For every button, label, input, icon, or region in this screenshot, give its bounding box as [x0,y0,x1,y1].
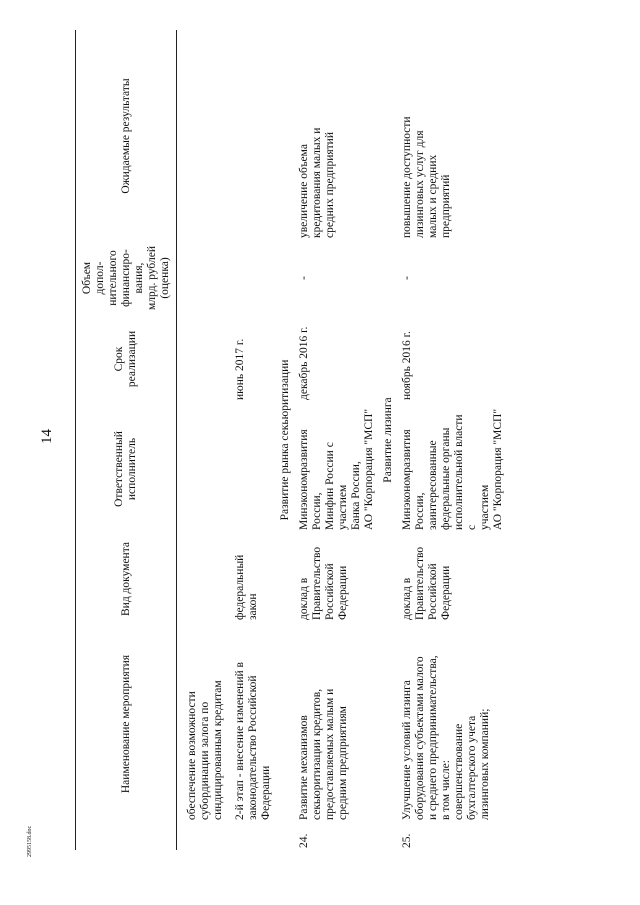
row-results [183,30,228,242]
section-title-securitization: Развитие рынка секьюритизации [279,359,291,521]
section-title-leasing: Развитие лизинга [382,397,394,483]
header-deadline: Срок реализации [76,314,177,404]
row-executor [183,404,228,534]
table-header-row [76,30,177,850]
header-name: Наименование мероприятия [76,624,177,824]
row-executor: Минэкономразвития России, Минфин России с участием Банка России, АО "Корпорация "МСП" [298,408,375,530]
row-doc: доклад в Правительство Российской Федерации [401,546,452,620]
row-num: 25. [401,833,413,848]
row-name: Улучшение условий лизинга оборудования субъектами малого и среднего предпринимательства, в том числе: совершенствование бухгалтерского учета лизинговых компаний; [401,655,491,820]
header-doc-type: Вид документа [76,534,177,624]
row-num [228,824,276,850]
row-name: обеспечение возможности субординации залога по синдицированным кредитам [186,680,224,820]
row-deadline: декабрь 2016 г. [298,326,310,400]
row-name: 2-й этап - внесение изменений в законодательство Российской Федерации [234,662,272,820]
row-doc: федеральный закон [234,554,259,620]
row-name: Развитие механизмов секьюритизации кредитов, предоставляемых малым и средним предприятиям [298,688,349,820]
row-num: 24. [298,833,310,848]
header-executor: Ответственный исполнитель [76,404,177,534]
header-financing: Объем допол- нительного финансиро- вания, млрд. рублей (оценка) [76,242,177,314]
row-financing [183,242,228,314]
row-financing [228,242,276,314]
table-row [228,30,276,850]
table-row [183,30,228,850]
row-financing: - [401,276,413,280]
header-results: Ожидаемые результаты [76,30,177,242]
row-num [183,824,228,850]
table-row-24 [295,30,379,850]
row-doc: доклад в Правительство Российской Федерации [298,546,349,620]
row-results: повышение доступности лизинговых услуг для малых и средних предприятий [401,116,452,238]
row-doc [183,534,228,624]
measures-table [75,30,508,850]
row-deadline: июнь 2017 г. [234,338,246,400]
header-num [76,824,177,850]
section-row [276,30,295,850]
row-executor: Минэкономразвития России, заинтересованные федеральные органы исполнительной власти с участием АО "Корпорация "МСП" [401,408,504,530]
row-results: увеличение объема кредитования малых и средних предприятий [298,127,336,238]
row-deadline: ноябрь 2016 г. [401,331,413,400]
row-results [228,30,276,242]
table-row-25 [398,30,508,850]
row-deadline [183,314,228,404]
section-row [379,30,398,850]
page-number: 14 [39,429,55,444]
rotated-page-content [75,30,640,850]
row-financing: - [298,276,310,280]
row-executor [228,404,276,534]
document-code: 2995158.doc [27,825,33,857]
